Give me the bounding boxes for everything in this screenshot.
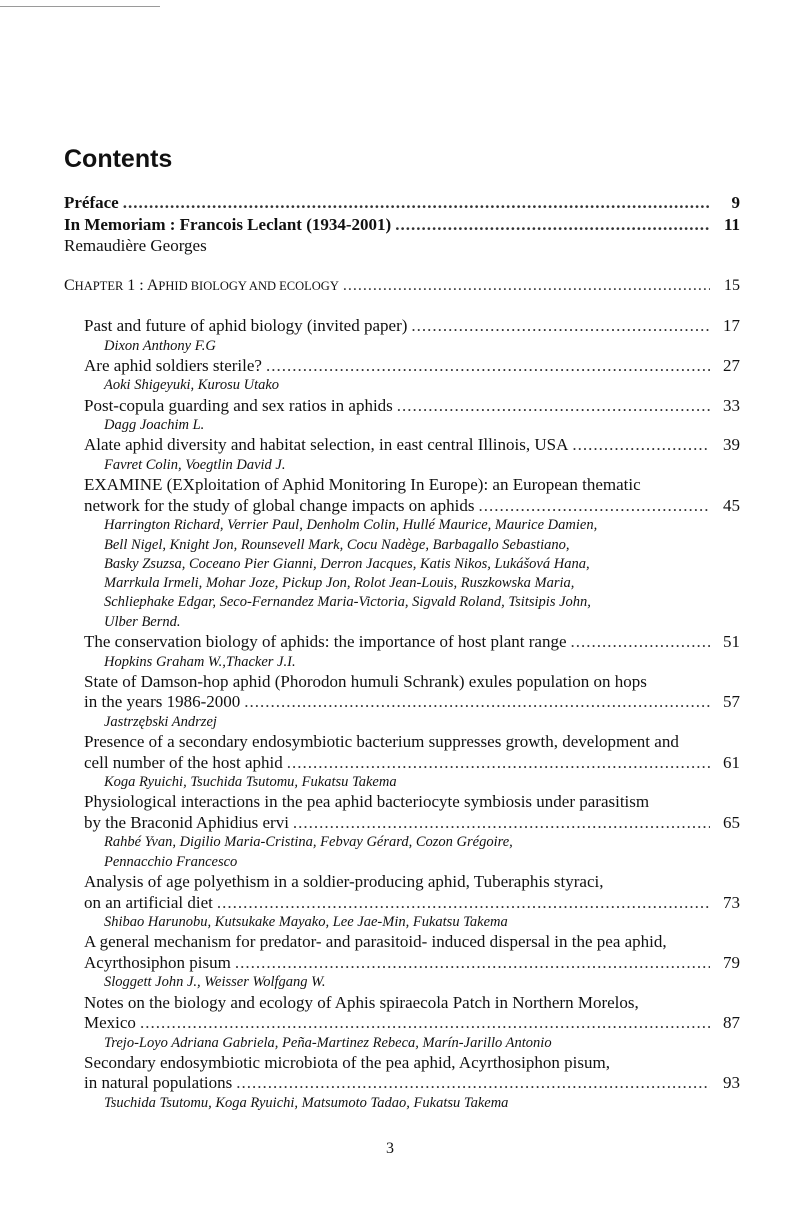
toc-entry (84, 1073, 740, 1093)
entry-authors: Shibao Harunobu, Kutsukake Mayako, Lee Jae-Min, Fukatsu Takema (104, 914, 508, 930)
toc-entry (84, 435, 740, 455)
chapter-title: CHAPTER 1 : APHID BIOLOGY AND ECOLOGY (64, 277, 339, 294)
entry-authors: Marrkula Irmeli, Mohar Joze, Pickup Jon, Rolot Jean-Louis, Ruszkowska Maria, (104, 575, 575, 592)
entry-title-line: EXAMINE (EXploitation of Aphid Monitoring In Europe): an European thematic (84, 475, 641, 495)
toc-entry (84, 316, 740, 336)
leader-dots (397, 396, 710, 416)
entry-authors: Favret Colin, Voegtlin David J. (104, 456, 286, 473)
entry-authors: Dixon Anthony F.G (104, 337, 216, 354)
toc-entry (84, 1013, 740, 1033)
entry-page: 51 (723, 632, 740, 651)
toc-entry (84, 893, 740, 913)
entry-authors: Bell Nigel, Knight Jon, Rounsevell Mark, Cocu Nadège, Barbagallo Sebastiano, (104, 536, 570, 553)
entry-page: 61 (723, 752, 740, 772)
toc-entry (84, 356, 740, 376)
leader-dots (123, 193, 710, 213)
entry-authors: Ulber Bernd. (104, 613, 181, 630)
entry-title: In Memoriam : Francois Leclant (1934-2001) (64, 215, 392, 234)
entry-authors: Pennacchio Francesco (104, 853, 238, 870)
entry-title-line: Analysis of age polyethism in a soldier-producing aphid, Tuberaphis styraci, (84, 872, 604, 891)
toc-entry (84, 632, 740, 652)
entry-title: Post-copula guarding and sex ratios in aphids (84, 395, 393, 415)
leader-dots (235, 953, 710, 973)
entry-title: Préface (64, 193, 119, 212)
leader-dots (572, 435, 710, 455)
page-number: 3 (386, 1140, 394, 1157)
toc-entry-memoriam (64, 215, 740, 235)
entry-title-line: State of Damson-hop aphid (Phorodon humuli Schrank) exules population on hops (84, 671, 647, 691)
entry-page: 73 (723, 892, 740, 912)
toc-entry (84, 813, 740, 833)
entry-title: network for the study of global change impacts on aphids (84, 495, 475, 515)
entry-authors: Harrington Richard, Verrier Paul, Denholm Colin, Hullé Maurice, Maurice Damien, (104, 517, 598, 534)
leader-dots (293, 813, 710, 833)
entry-page: 11 (723, 215, 740, 234)
toc-entry (84, 753, 740, 773)
entry-title: Mexico (84, 1013, 136, 1033)
toc-entry (84, 692, 740, 712)
toc-entry (84, 396, 740, 416)
chapter-heading (64, 276, 740, 296)
entry-title-line: Notes on the biology and ecology of Aphis spiraecola Patch in Northern Morelos, (84, 992, 639, 1012)
entry-page: 45 (723, 495, 740, 515)
leader-dots (570, 632, 710, 652)
toc-entry-preface (64, 193, 740, 213)
entry-page: 65 (723, 812, 740, 832)
leader-dots (287, 753, 710, 773)
entry-authors: Koga Ryuichi, Tsuchida Tsutomu, Fukatsu Takema (104, 774, 397, 791)
entry-authors: Schliephake Edgar, Seco-Fernandez Maria-Victoria, Sigvald Roland, Tsitsipis John, (104, 594, 591, 611)
entry-title-line: A general mechanism for predator- and parasitoid- induced dispersal in the pea aphid, (84, 932, 667, 952)
entry-authors: Sloggett John J., Weisser Wolfgang W. (104, 974, 326, 991)
entry-title: The conservation biology of aphids: the importance of host plant range (84, 632, 567, 651)
entry-page: 17 (723, 316, 740, 335)
entry-title: cell number of the host aphid (84, 752, 283, 772)
leader-dots (478, 496, 710, 516)
entry-title: on an artificial diet (84, 892, 213, 912)
entry-authors: Hopkins Graham W.,Thacker J.I. (104, 653, 296, 670)
leader-dots (244, 692, 710, 712)
entry-authors: Basky Zsuzsa, Coceano Pier Gianni, Derron Jacques, Katis Nikos, Lukášová Hana, (104, 555, 590, 572)
leader-dots (411, 316, 710, 336)
entry-page: 79 (723, 952, 740, 972)
toc-entry (84, 953, 740, 973)
entry-authors: Rahbé Yvan, Digilio Maria-Cristina, Febvay Gérard, Cozon Grégoire, (104, 834, 513, 851)
entry-title: by the Braconid Aphidius ervi (84, 812, 289, 832)
entry-title-line: Secondary endosymbiotic microbiota of the pea aphid, Acyrthosiphon pisum, (84, 1052, 610, 1072)
toc-entry (84, 496, 740, 516)
entry-title: Alate aphid diversity and habitat selection, in east central Illinois, USA (84, 435, 569, 455)
entry-page: 57 (723, 692, 740, 712)
entry-page: 9 (731, 193, 740, 212)
chapter-page: 15 (724, 277, 740, 294)
leader-dots (343, 276, 710, 296)
entry-title: Are aphid soldiers sterile? (84, 355, 262, 375)
entry-page: 33 (723, 395, 740, 415)
entry-page: 27 (723, 355, 740, 375)
entry-title-line: Physiological interactions in the pea aphid bacteriocyte symbiosis under parasitism (84, 792, 650, 812)
entry-page: 39 (723, 435, 740, 455)
leader-dots (140, 1013, 710, 1033)
entry-page: 87 (723, 1013, 740, 1033)
leader-dots (266, 356, 710, 376)
entry-title: in the years 1986-2000 (84, 692, 241, 712)
entry-authors: Jastrzębski Andrzej (104, 713, 217, 730)
leader-dots (236, 1073, 710, 1093)
entry-authors: Aoki Shigeyuki, Kurosu Utako (104, 377, 280, 394)
memoriam-byline: Remaudière Georges (64, 236, 207, 255)
entry-title: in natural populations (84, 1073, 233, 1093)
top-rule (0, 6, 160, 7)
entry-title: Past and future of aphid biology (invited paper) (84, 316, 408, 335)
entry-title: Acyrthosiphon pisum (84, 952, 231, 972)
entry-authors: Tsuchida Tsutomu, Koga Ryuichi, Matsumoto Tadao, Fukatsu Takema (104, 1094, 509, 1111)
entry-authors: Trejo-Loyo Adriana Gabriela, Peña-Martinez Rebeca, Marín-Jarillo Antonio (104, 1034, 552, 1051)
leader-dots (395, 215, 710, 235)
entry-page: 93 (723, 1073, 740, 1093)
entry-authors: Dagg Joachim L. (104, 417, 205, 434)
page-title: Contents (64, 145, 173, 173)
leader-dots (217, 893, 710, 913)
entry-title-line: Presence of a secondary endosymbiotic bacterium suppresses growth, development and (84, 732, 679, 752)
